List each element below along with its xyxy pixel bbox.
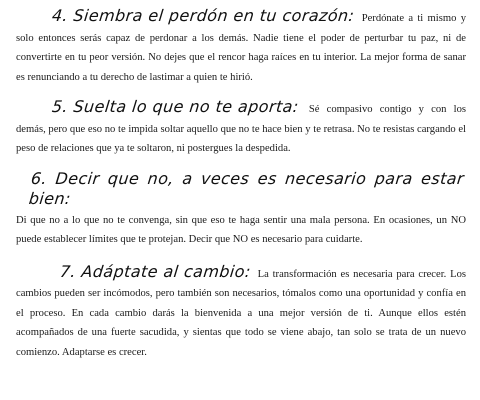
section-text: Di que no a lo que no te convenga, sin que eso te haga sentir una mala persona. En ocasiones, un NO puede establecer límites que te protejan. Decir que NO es necesario para cuidarte. bbox=[16, 214, 466, 245]
section-heading: 7. Adáptate al cambio: bbox=[59, 261, 252, 281]
section-forgiveness bbox=[16, 6, 466, 87]
section-text: Perdónate a ti mismo y solo entonces serás capaz de perdonar a los demás. Nadie tiene el poder de perturbar tu paz, ni de convertirte en tu peor versión. No dejes que el rencor haga raíces en tu interior. La mejor forma de sanar es renunciando a tu derecho de lastimar a quien te hirió. bbox=[16, 13, 466, 83]
section-heading: 5. Suelta lo que no te aporta: bbox=[51, 97, 300, 116]
section-let-go bbox=[16, 97, 466, 159]
section-text: Sé compasivo contigo y con los demás, pero que eso no te impida soltar aquello que no te hace bien y te retrasa. No te resistas cargando el peso de relaciones que ya te soltaron, ni postergues la despedida. bbox=[16, 104, 466, 154]
section-text: La transformación es necesaria para crecer. Los cambios pueden ser incómodos, pero también son necesarios, tómalos como una oportunidad y confía en el proceso. En cada cambio darás la bienvenida a una mejor versión de ti. Aunque ellos estén acompañados de una fuerte sacudida, y sientas que todo se viene abajo, tan solo se trata de un nuevo comienzo. Adaptarse es crecer. bbox=[16, 268, 466, 358]
section-heading: 4. Siembra el perdón en tu corazón: bbox=[51, 6, 356, 25]
section-heading: 6. Decir que no, a veces es necesario para estar bien: bbox=[28, 168, 466, 207]
section-say-no bbox=[16, 169, 466, 250]
section-adapt bbox=[16, 262, 466, 363]
